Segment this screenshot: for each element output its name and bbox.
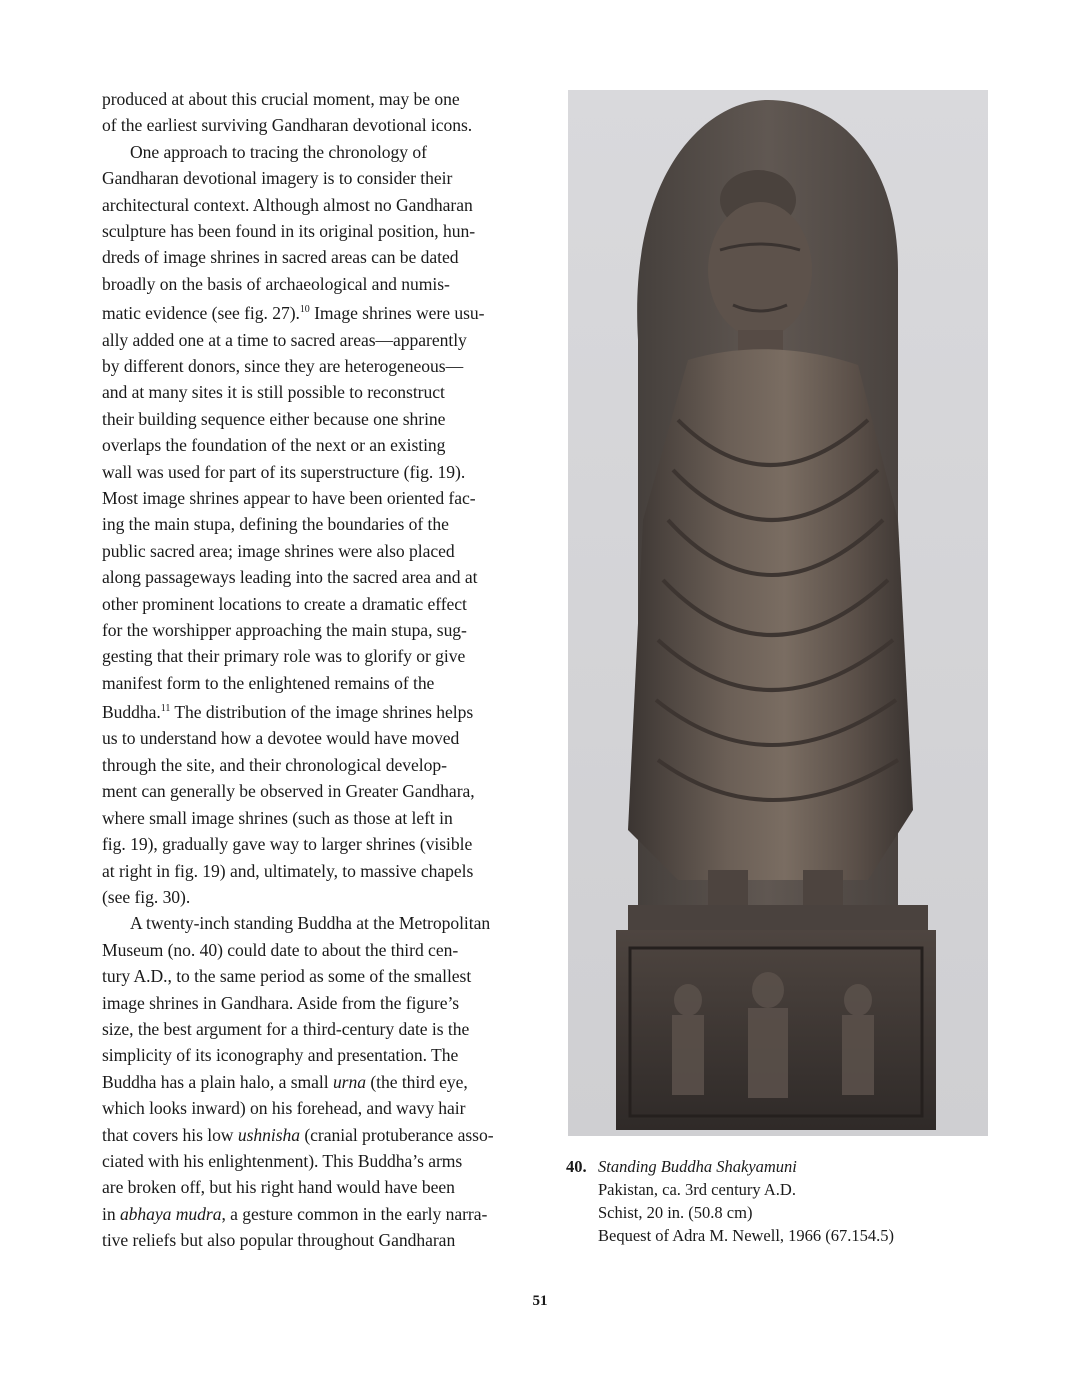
- text-line: [102, 1122, 526, 1148]
- text-line: One approach to tracing the chronology of: [130, 141, 427, 162]
- text-line: gesting that their primary role was to glorify or give: [102, 646, 466, 667]
- text-fragment: Image shrines were usu-: [309, 303, 485, 324]
- text-line: tury A.D., to the same period as some of the smallest: [102, 966, 472, 987]
- text-line: and at many sites it is still possible to reconstruct: [102, 382, 445, 403]
- text-line: at right in fig. 19) and, ultimately, to massive chapels: [102, 860, 474, 881]
- text-line: for the worshipper approaching the main stupa, sug-: [102, 619, 467, 640]
- text-line: A twenty-inch standing Buddha at the Metropolitan: [130, 913, 491, 934]
- text-line: manifest form to the enlightened remains of the: [102, 672, 435, 693]
- text-line: along passageways leading into the sacred area and at: [102, 567, 478, 588]
- text-line: ally added one at a time to sacred areas—apparently: [102, 329, 467, 350]
- text-fragment: in: [102, 1203, 120, 1224]
- text-line: size, the best argument for a third-century date is the: [102, 1018, 470, 1039]
- text-line: are broken off, but his right hand would have been: [102, 1177, 455, 1198]
- italic-term: urna: [332, 1071, 366, 1092]
- italic-term: ushnisha: [237, 1124, 300, 1145]
- text-line: ciated with his enlightenment). This Buddha’s arms: [102, 1150, 463, 1171]
- text-line: Gandharan devotional imagery is to consider their: [102, 168, 453, 189]
- text-line: [102, 696, 526, 725]
- body-text-column: [102, 86, 526, 1254]
- text-line: which looks inward) on his forehead, and wavy hair: [102, 1098, 466, 1119]
- text-line: broadly on the basis of archaeological and numis-: [102, 273, 450, 294]
- text-line: us to understand how a devotee would have moved: [102, 728, 460, 749]
- italic-term: abhaya mudra: [119, 1203, 222, 1224]
- text-line: overlaps the foundation of the next or an existing: [102, 435, 446, 456]
- text-fragment: that covers his low: [102, 1124, 238, 1145]
- figure-title: Standing Buddha Shakyamuni: [598, 1157, 797, 1176]
- text-fragment: The distribution of the image shrines helps: [170, 702, 474, 723]
- text-line: ment can generally be observed in Greater Gandhara,: [102, 781, 475, 802]
- footnote-ref: 11: [160, 703, 171, 715]
- text-line: through the site, and their chronological develop-: [102, 754, 447, 775]
- text-fragment: , a gesture common in the early narra-: [221, 1203, 488, 1224]
- buddha-sculpture-image: [568, 90, 988, 1136]
- text-line: by different donors, since they are heterogeneous—: [102, 355, 464, 376]
- caption-title-line: [566, 1155, 1026, 1178]
- text-line: where small image shrines (such as those at left in: [102, 807, 453, 828]
- text-line: their building sequence either because one shrine: [102, 408, 446, 429]
- text-line: fig. 19), gradually gave way to larger shrines (visible: [102, 834, 473, 855]
- text-line: [102, 1201, 526, 1227]
- text-line: tive reliefs but also popular throughout Gandharan: [102, 1230, 456, 1251]
- text-line: simplicity of its iconography and presentation. The: [102, 1045, 459, 1066]
- footnote-ref: 10: [299, 304, 310, 316]
- text-line: architectural context. Although almost no Gandharan: [102, 194, 473, 215]
- text-fragment: matic evidence (see fig. 27).: [102, 303, 300, 324]
- text-fragment: Buddha.: [102, 702, 161, 723]
- page-number: 51: [532, 1293, 548, 1309]
- caption-material: Schist, 20 in. (50.8 cm): [598, 1203, 753, 1222]
- text-line: ing the main stupa, defining the boundaries of the: [102, 514, 449, 535]
- text-line: [102, 1069, 526, 1095]
- text-line: of the earliest surviving Gandharan devotional icons.: [102, 115, 473, 136]
- text-fragment: (the third eye,: [365, 1071, 468, 1092]
- text-fragment: (cranial protuberance asso-: [300, 1124, 494, 1145]
- text-line: sculpture has been found in its original position, hun-: [102, 221, 476, 242]
- figure-number: 40.: [566, 1157, 587, 1176]
- text-line: public sacred area; image shrines were also placed: [102, 540, 455, 561]
- text-line: Most image shrines appear to have been oriented fac-: [102, 487, 476, 508]
- text-line: [102, 297, 526, 326]
- text-line: wall was used for part of its superstructure (fig. 19).: [102, 461, 466, 482]
- text-line: produced at about this crucial moment, may be one: [102, 89, 460, 109]
- text-line: image shrines in Gandhara. Aside from the figure’s: [102, 992, 460, 1013]
- text-line: Museum (no. 40) could date to about the third cen-: [102, 939, 459, 960]
- text-line: dreds of image shrines in sacred areas can be dated: [102, 247, 459, 268]
- text-fragment: Buddha has a plain halo, a small: [102, 1071, 333, 1092]
- caption-origin: Pakistan, ca. 3rd century A.D.: [598, 1180, 796, 1199]
- sculpture-illustration: [568, 90, 988, 1136]
- figure-caption: [566, 1155, 1026, 1247]
- text-line: (see fig. 30).: [102, 886, 191, 907]
- caption-credit: Bequest of Adra M. Newell, 1966 (67.154.5): [598, 1226, 895, 1245]
- text-line: other prominent locations to create a dramatic effect: [102, 593, 467, 614]
